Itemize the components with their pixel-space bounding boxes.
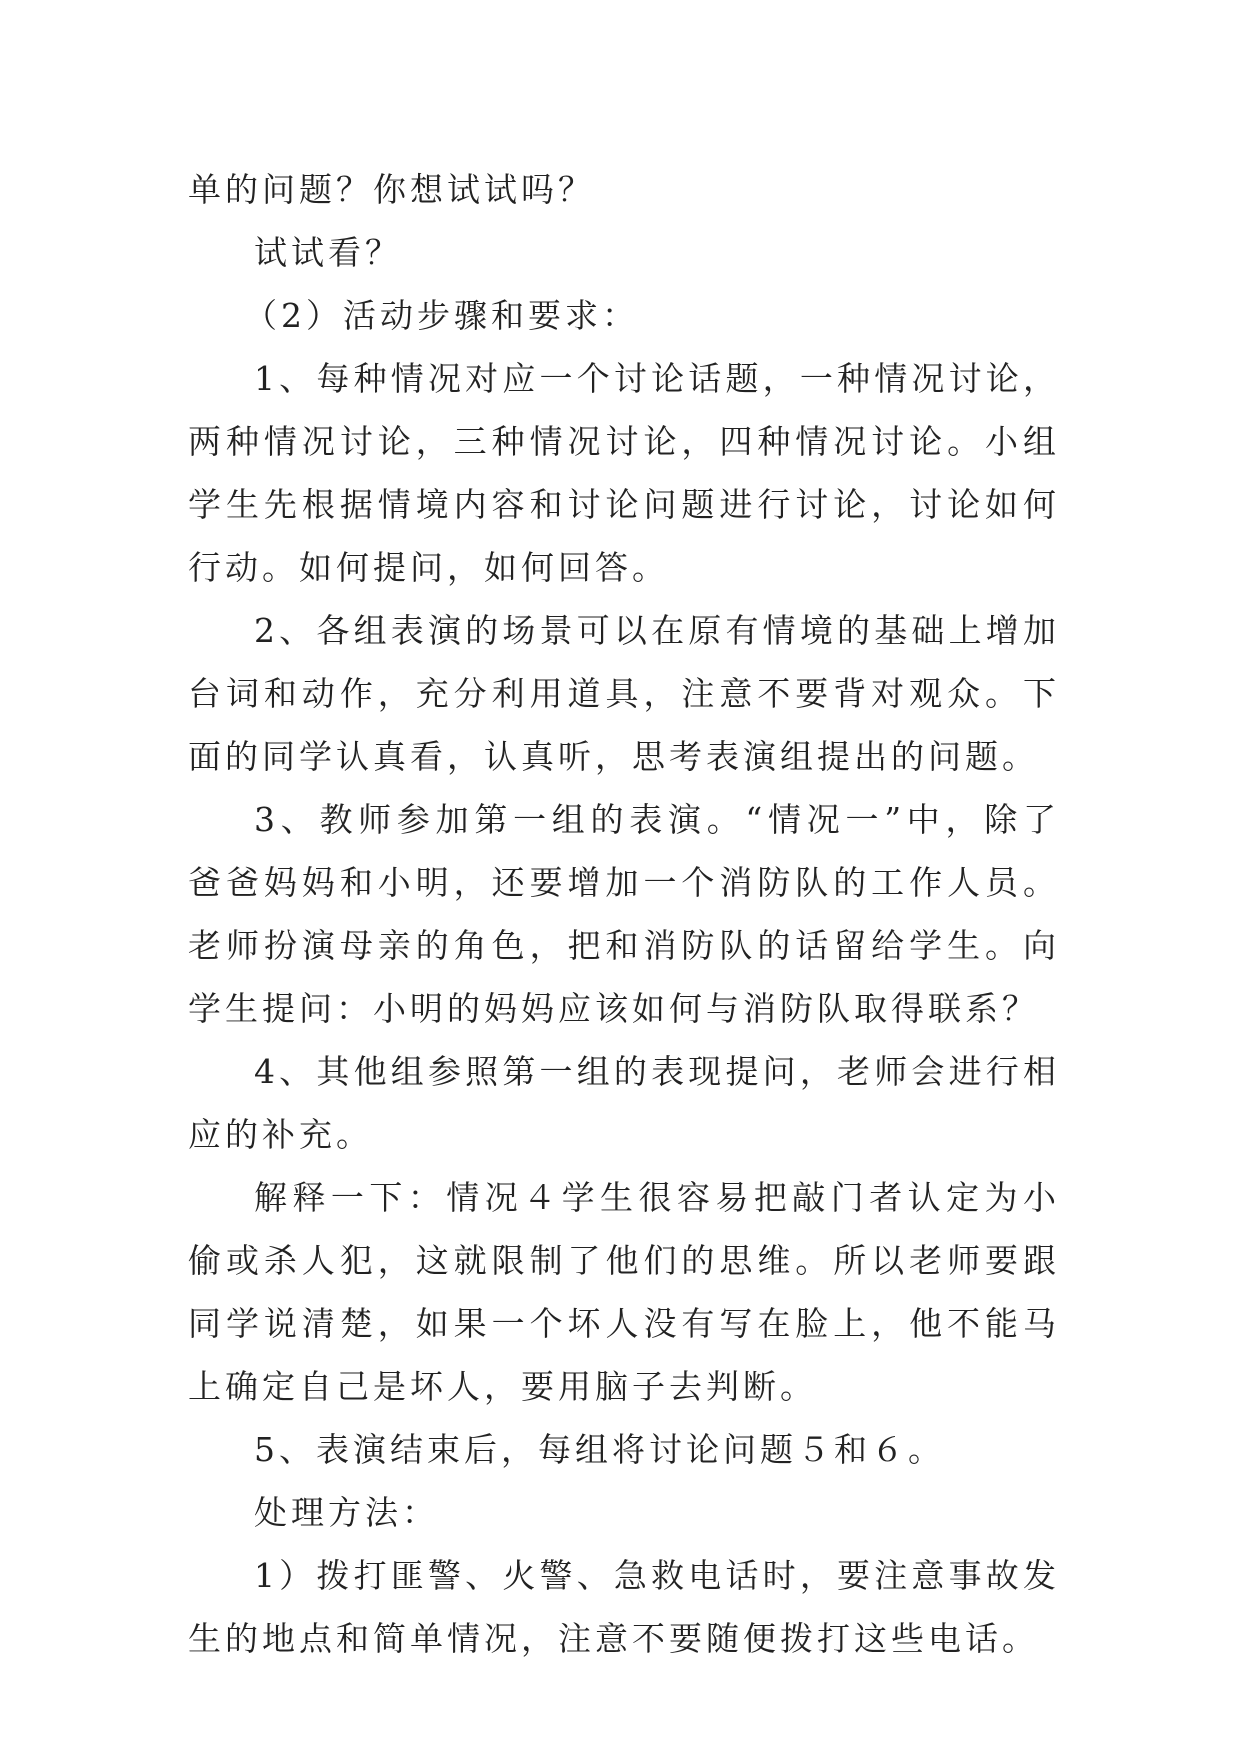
paragraph-step-2: 2、各组表演的场景可以在原有情境的基础上增加台词和动作，充分利用道具，注意不要背对观众。下面的同学认真看，认真听，思考表演组提出的问题。 bbox=[188, 611, 1060, 776]
paragraph-explanation: 解释一下：情况４学生很容易把敲门者认定为小偷或杀人犯，这就限制了他们的思维。所以老师要跟同学说清楚，如果一个坏人没有写在脸上，他不能马上确定自己是坏人，要用脑子去判断。 bbox=[188, 1178, 1060, 1406]
section-heading-steps: （2）活动步骤和要求： bbox=[244, 296, 639, 335]
paragraph-continuation: 单的问题？你想试试吗？ bbox=[188, 170, 595, 209]
paragraph-method-1: 1）拨打匪警、火警、急救电话时，要注意事故发生的地点和简单情况，注意不要随便拨打这些电话。 bbox=[188, 1556, 1060, 1658]
paragraph-step-5: 5、表演结束后，每组将讨论问题５和６。 bbox=[254, 1430, 945, 1469]
paragraph-handling-methods: 处理方法： bbox=[254, 1493, 439, 1532]
paragraph-step-1: 1、每种情况对应一个讨论话题，一种情况讨论，两种情况讨论，三种情况讨论，四种情况讨论。小组学生先根据情境内容和讨论问题进行讨论，讨论如何行动。如何提问，如何回答。 bbox=[188, 359, 1060, 587]
document-body bbox=[188, 158, 1060, 1670]
paragraph-step-4: 4、其他组参照第一组的表现提问，老师会进行相应的补充。 bbox=[188, 1052, 1060, 1154]
paragraph-try-it: 试试看？ bbox=[254, 233, 402, 272]
paragraph-step-3: 3、教师参加第一组的表演。“情况一”中，除了爸爸妈妈和小明，还要增加一个消防队的工作人员。老师扮演母亲的角色，把和消防队的话留给学生。向学生提问：小明的妈妈应该如何与消防队取得联系？ bbox=[188, 800, 1060, 1028]
